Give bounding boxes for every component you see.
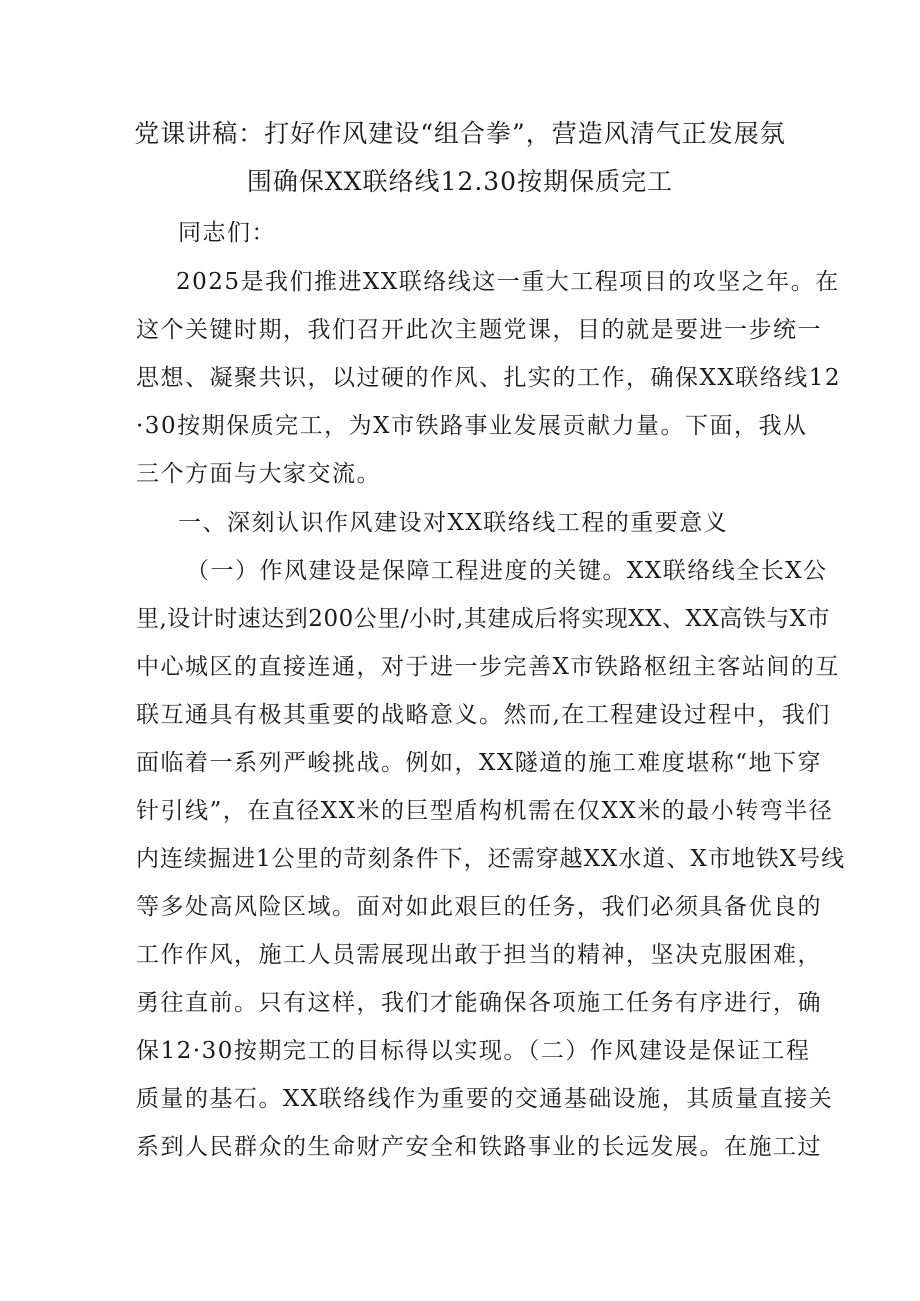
paragraph-2-line-13: 系到人民群众的生命财产安全和铁路事业的长远发展。在施工过 [136, 1134, 822, 1160]
paragraph-2-line-4: 联互通具有极其重要的战略意义。然而,在工程建设过程中，我们 [136, 702, 831, 728]
document-title-line-2: 围确保XX联络线12.30按期保质完工 [246, 167, 674, 196]
paragraph-2-line-2: 里,设计时速达到200公里/小时,其建成后将实现XX、XX高铁与X市 [136, 606, 831, 632]
paragraph-1-line-4: ·30按期保质完工，为X市铁路事业发展贡献力量。下面，我从 [136, 413, 808, 439]
paragraph-2-line-11: 保12·30按期完工的目标得以实现。（二）作风建设是保证工程 [136, 1038, 811, 1064]
document-title-line-1: 党课讲稿：打好作风建设“组合拳”，营造风清气正发展氛 [134, 119, 786, 148]
paragraph-2-line-1: （一）作风建设是保障工程进度的关键。XX联络线全长X公 [186, 558, 828, 584]
paragraph-1-line-1: 2025是我们推进XX联络线这一重大工程项目的攻坚之年。在 [176, 269, 840, 295]
paragraph-1-line-3: 思想、凝聚共识，以过硬的作风、扎实的工作，确保XX联络线12 [136, 365, 842, 391]
paragraph-2-line-10: 勇往直前。只有这样，我们才能确保各项施工任务有序进行，确 [136, 990, 822, 1016]
paragraph-2-line-12: 质量的基石。XX联络线作为重要的交通基础设施，其质量直接关 [136, 1086, 834, 1112]
paragraph-2-line-6: 针引线”，在直径XX米的巨型盾构机需在仅XX米的最小转弯半径 [136, 798, 834, 824]
paragraph-2-line-5: 面临着一系列严峻挑战。例如，XX隧道的施工难度堪称“地下穿 [136, 750, 823, 776]
salutation: 同志们： [178, 220, 276, 246]
paragraph-2-line-7: 内连续掘进1公里的苛刻条件下，还需穿越XX水道、X市地铁X号线 [136, 846, 846, 872]
paragraph-1-line-2: 这个关键时期，我们召开此次主题党课，目的就是要进一步统一 [136, 317, 822, 343]
paragraph-2-line-3: 中心城区的直接连通，对于进一步完善X市铁路枢纽主客站间的互 [136, 654, 840, 680]
paragraph-2-line-8: 等多处高风险区域。面对如此艰巨的任务，我们必须具备优良的 [136, 894, 822, 920]
section-heading-1: 一、深刻认识作风建设对XX联络线工程的重要意义 [178, 510, 729, 536]
paragraph-2-line-9: 工作作风，施工人员需展现出敢于担当的精神，坚决克服困难， [136, 942, 822, 968]
paragraph-1-line-5: 三个方面与大家交流。 [136, 461, 381, 487]
